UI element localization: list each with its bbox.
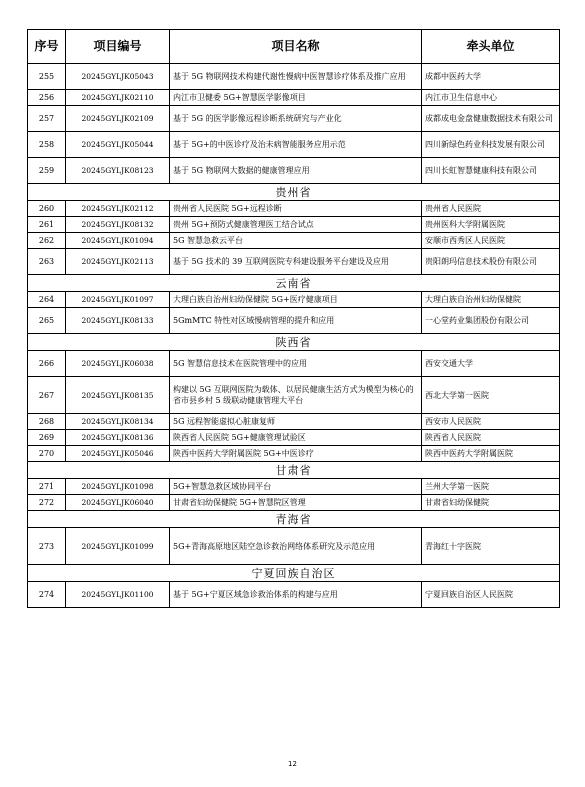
table-row bbox=[28, 64, 560, 90]
project-table-sheet bbox=[27, 29, 559, 608]
cell-unit: 陕西中医药大学附属医院 bbox=[422, 446, 560, 462]
cell-code: 20245GYLJK01098 bbox=[66, 479, 170, 495]
cell-name: 基于 5G 物联网技术构建代谢性慢病中医智慧诊疗体系及推广应用 bbox=[170, 64, 422, 90]
cell-name: 基于 5G+宁夏区域急诊救治体系的构建与应用 bbox=[170, 582, 422, 608]
cell-name: 陕西中医药大学附属医院 5G+中医诊疗 bbox=[170, 446, 422, 462]
cell-name: 贵州 5G+预防式健康管理医工结合试点 bbox=[170, 217, 422, 233]
cell-no: 262 bbox=[28, 233, 66, 249]
cell-code: 20245GYLJK01100 bbox=[66, 582, 170, 608]
cell-name: 陕西省人民医院 5G+健康管理试验区 bbox=[170, 430, 422, 446]
cell-code: 20245GYLJK06040 bbox=[66, 495, 170, 511]
header-name: 项目名称 bbox=[170, 30, 422, 64]
cell-no: 255 bbox=[28, 64, 66, 90]
table-row bbox=[28, 90, 560, 106]
cell-name: 5G+青海高原地区陆空急诊救治网络体系研究及示范应用 bbox=[170, 528, 422, 565]
table-row bbox=[28, 308, 560, 334]
cell-unit: 四川新绿色药业科技发展有限公司 bbox=[422, 132, 560, 158]
cell-name: 基于 5G 物联网大数据的健康管理应用 bbox=[170, 158, 422, 184]
cell-no: 258 bbox=[28, 132, 66, 158]
cell-name: 5G+智慧急救区域协同平台 bbox=[170, 479, 422, 495]
province-label: 贵州省 bbox=[28, 184, 560, 201]
cell-unit: 大理白族自治州妇幼保健院 bbox=[422, 292, 560, 308]
table-row bbox=[28, 582, 560, 608]
cell-unit: 西安市人民医院 bbox=[422, 414, 560, 430]
table-header-row bbox=[28, 30, 560, 64]
cell-code: 20245GYLJK02109 bbox=[66, 106, 170, 132]
table-row bbox=[28, 414, 560, 430]
cell-unit: 四川长虹智慧健康科技有限公司 bbox=[422, 158, 560, 184]
province-label: 陕西省 bbox=[28, 334, 560, 351]
cell-code: 20245GYLJK01099 bbox=[66, 528, 170, 565]
table-row bbox=[28, 495, 560, 511]
cell-unit: 安顺市西秀区人民医院 bbox=[422, 233, 560, 249]
cell-code: 20245GYLJK08135 bbox=[66, 377, 170, 414]
table-row bbox=[28, 479, 560, 495]
cell-unit: 兰州大学第一医院 bbox=[422, 479, 560, 495]
cell-code: 20245GYLJK06038 bbox=[66, 351, 170, 377]
table-row bbox=[28, 217, 560, 233]
cell-code: 20245GYLJK08136 bbox=[66, 430, 170, 446]
cell-name: 贵州省人民医院 5G+远程诊断 bbox=[170, 201, 422, 217]
cell-code: 20245GYLJK01097 bbox=[66, 292, 170, 308]
table-row bbox=[28, 377, 560, 414]
cell-code: 20245GYLJK01094 bbox=[66, 233, 170, 249]
province-row bbox=[28, 462, 560, 479]
cell-name: 基于 5G 的医学影像远程诊断系统研究与产业化 bbox=[170, 106, 422, 132]
cell-code: 20245GYLJK08132 bbox=[66, 217, 170, 233]
table-row bbox=[28, 351, 560, 377]
cell-name: 甘肃省妇幼保健院 5G+智慧院区管理 bbox=[170, 495, 422, 511]
cell-no: 274 bbox=[28, 582, 66, 608]
province-row bbox=[28, 511, 560, 528]
page-number: 12 bbox=[288, 760, 297, 768]
cell-no: 267 bbox=[28, 377, 66, 414]
table-body bbox=[28, 64, 560, 608]
cell-unit: 宁夏回族自治区人民医院 bbox=[422, 582, 560, 608]
cell-no: 259 bbox=[28, 158, 66, 184]
cell-no: 263 bbox=[28, 249, 66, 275]
table-row bbox=[28, 233, 560, 249]
cell-unit: 一心堂药业集团股份有限公司 bbox=[422, 308, 560, 334]
cell-unit: 贵州医科大学附属医院 bbox=[422, 217, 560, 233]
table-row bbox=[28, 430, 560, 446]
cell-name: 大理白族自治州妇幼保健院 5G+医疗健康项目 bbox=[170, 292, 422, 308]
cell-name: 基于 5G+的中医诊疗及治未病智能服务应用示范 bbox=[170, 132, 422, 158]
cell-no: 256 bbox=[28, 90, 66, 106]
header-no: 序号 bbox=[28, 30, 66, 64]
table-row bbox=[28, 158, 560, 184]
cell-code: 20245GYLJK05046 bbox=[66, 446, 170, 462]
cell-code: 20245GYLJK02112 bbox=[66, 201, 170, 217]
cell-no: 273 bbox=[28, 528, 66, 565]
cell-unit: 甘肃省妇幼保健院 bbox=[422, 495, 560, 511]
cell-unit: 陕西省人民医院 bbox=[422, 430, 560, 446]
cell-code: 20245GYLJK02113 bbox=[66, 249, 170, 275]
cell-code: 20245GYLJK05043 bbox=[66, 64, 170, 90]
header-code: 项目编号 bbox=[66, 30, 170, 64]
table-row bbox=[28, 132, 560, 158]
cell-name: 5GmMTC 特性对区域慢病管理的提升和应用 bbox=[170, 308, 422, 334]
cell-code: 20245GYLJK05044 bbox=[66, 132, 170, 158]
province-row bbox=[28, 565, 560, 582]
cell-code: 20245GYLJK08134 bbox=[66, 414, 170, 430]
province-label: 宁夏回族自治区 bbox=[28, 565, 560, 582]
cell-unit: 西北大学第一医院 bbox=[422, 377, 560, 414]
cell-no: 261 bbox=[28, 217, 66, 233]
cell-code: 20245GYLJK08133 bbox=[66, 308, 170, 334]
cell-unit: 西安交通大学 bbox=[422, 351, 560, 377]
cell-no: 257 bbox=[28, 106, 66, 132]
province-label: 云南省 bbox=[28, 275, 560, 292]
cell-no: 260 bbox=[28, 201, 66, 217]
cell-name: 5G 远程智能虚拟心脏康复师 bbox=[170, 414, 422, 430]
cell-no: 272 bbox=[28, 495, 66, 511]
cell-code: 20245GYLJK08123 bbox=[66, 158, 170, 184]
cell-name: 基于 5G 技术的 39 互联网医院专科建设服务平台建设及应用 bbox=[170, 249, 422, 275]
project-table bbox=[27, 29, 560, 608]
province-label: 甘肃省 bbox=[28, 462, 560, 479]
cell-no: 271 bbox=[28, 479, 66, 495]
table-row bbox=[28, 201, 560, 217]
cell-no: 268 bbox=[28, 414, 66, 430]
cell-name: 5G 智慧信息技术在医院管理中的应用 bbox=[170, 351, 422, 377]
cell-unit: 贵州省人民医院 bbox=[422, 201, 560, 217]
table-row bbox=[28, 292, 560, 308]
province-row bbox=[28, 275, 560, 292]
cell-no: 264 bbox=[28, 292, 66, 308]
table-row bbox=[28, 106, 560, 132]
cell-no: 269 bbox=[28, 430, 66, 446]
cell-no: 266 bbox=[28, 351, 66, 377]
cell-no: 265 bbox=[28, 308, 66, 334]
header-unit: 牵头单位 bbox=[422, 30, 560, 64]
cell-unit: 成都中医药大学 bbox=[422, 64, 560, 90]
table-row bbox=[28, 249, 560, 275]
cell-name: 5G 智慧急救云平台 bbox=[170, 233, 422, 249]
cell-code: 20245GYLJK02110 bbox=[66, 90, 170, 106]
table-row bbox=[28, 446, 560, 462]
cell-name: 构建以 5G 互联网医院为载体、以居民健康生活方式为模型为核心的省市县乡村 5 级联动健康管理大平台 bbox=[170, 377, 422, 414]
province-label: 青海省 bbox=[28, 511, 560, 528]
cell-unit: 青海红十字医院 bbox=[422, 528, 560, 565]
province-row bbox=[28, 184, 560, 201]
cell-unit: 内江市卫生信息中心 bbox=[422, 90, 560, 106]
cell-unit: 成都成电金盘健康数据技术有限公司 bbox=[422, 106, 560, 132]
cell-name: 内江市卫健委 5G+智慧医学影像项目 bbox=[170, 90, 422, 106]
table-row bbox=[28, 528, 560, 565]
cell-no: 270 bbox=[28, 446, 66, 462]
cell-unit: 贵阳朗玛信息技术股份有限公司 bbox=[422, 249, 560, 275]
province-row bbox=[28, 334, 560, 351]
